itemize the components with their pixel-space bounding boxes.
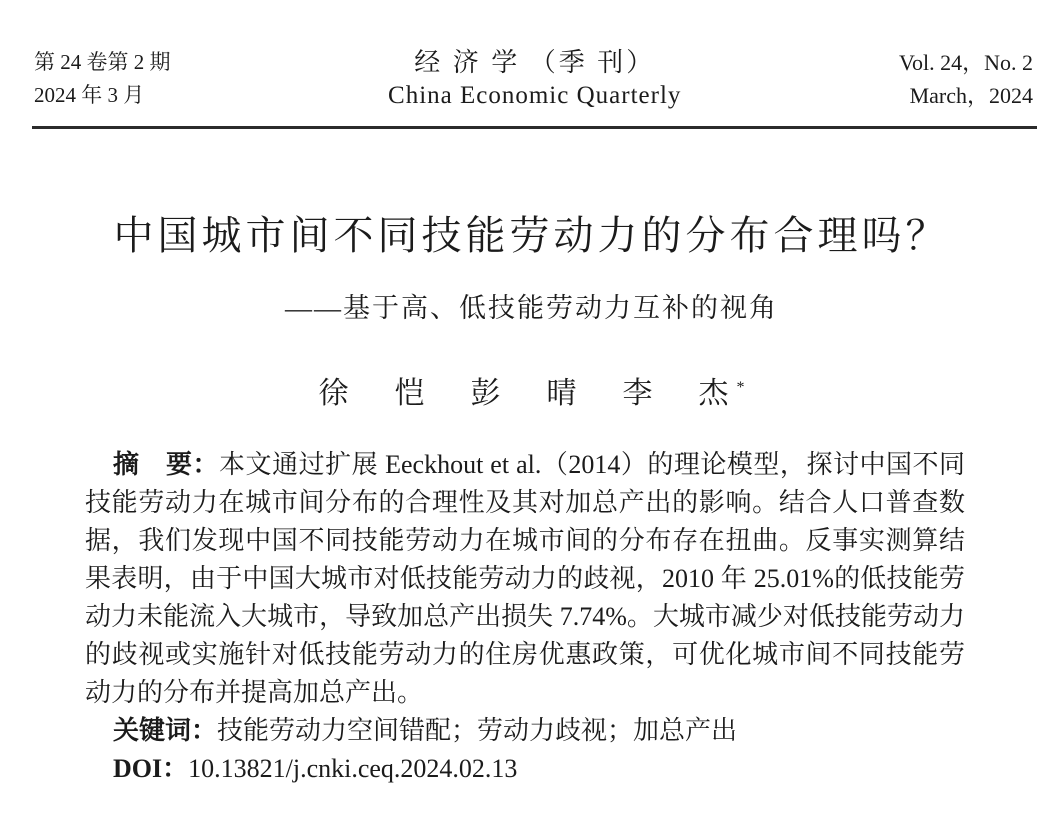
author-names: 徐 恺 彭 晴 李 杰 — [318, 377, 737, 410]
abstract-paragraph — [85, 446, 965, 712]
journal-title-cn: 经 济 学 （季 刊） — [414, 48, 656, 77]
publish-date: 2024 年 3 月 — [34, 83, 145, 107]
author-footnote-marker: * — [736, 379, 745, 396]
abstract-block — [85, 446, 965, 788]
keywords-text: 技能劳动力空间错配；劳动力歧视；加总产出 — [217, 716, 738, 745]
doi-line — [85, 750, 965, 788]
journal-title-en: China Economic Quarterly — [388, 82, 682, 109]
article-subtitle: ——基于高、低技能劳动力互补的视角 — [285, 293, 778, 323]
doi-text: 10.13821/j.cnki.ceq.2024.02.13 — [188, 754, 518, 783]
vol-no: Vol. 24，No. 2 — [898, 50, 1033, 75]
journal-header — [0, 0, 1063, 113]
header-left — [34, 46, 171, 112]
header-rule — [32, 126, 1037, 129]
keywords-label: 关键词： — [113, 716, 218, 745]
keywords-line — [85, 712, 965, 750]
header-center — [171, 46, 899, 113]
volume-issue: 第 24 卷第 2 期 — [34, 50, 171, 74]
doi-label: DOI： — [113, 754, 189, 783]
abstract-text: 本文通过扩展 Eeckhout et al.（2014）的理论模型，探讨中国不同技能劳动力在城市间分布的合理性及其对加总产出的影响。结合人口普查数据，我们发现中国不同技能劳动力在城市间的分布存在扭曲。反事实测算结果表明，由于中国大城市对低技能劳动力的歧视，2010 年 25.01%的低技能劳动力未能流入大城市，导致加总产出损失 7.74%。大城市减少对低技能劳动力的歧视或实施针对低技能劳动力的住房优惠政策，可优化城市间不同技能劳动力的分布并提高加总产出。 — [85, 450, 965, 707]
abstract-label: 摘 要： — [113, 450, 220, 479]
month-year: March，2024 — [909, 83, 1033, 108]
article-title: 中国城市间不同技能劳动力的分布合理吗？ — [113, 213, 950, 258]
header-right — [899, 46, 1033, 112]
authors-line — [0, 370, 1063, 412]
